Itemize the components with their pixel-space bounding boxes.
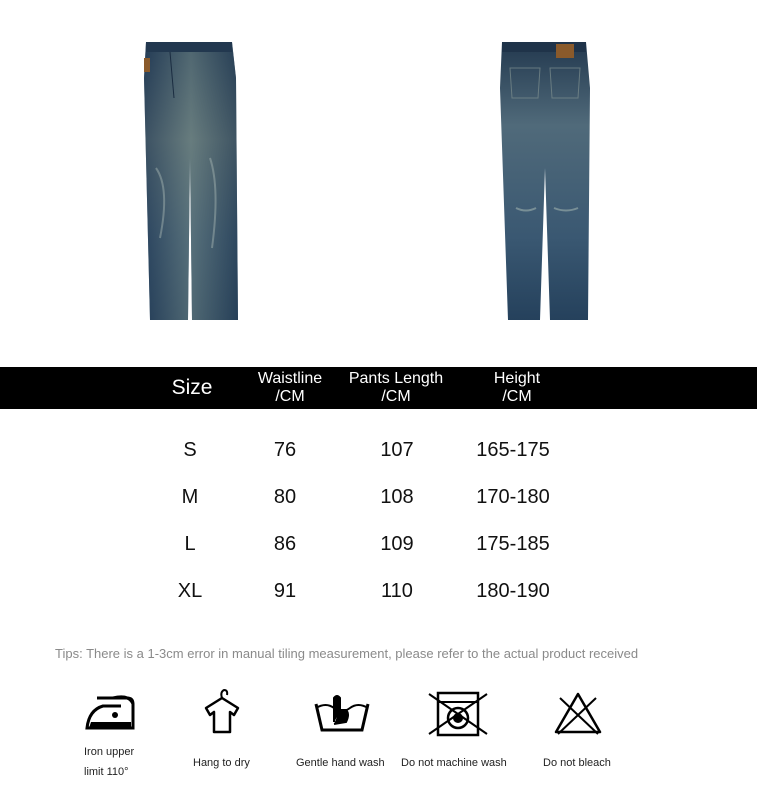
no-machine-wash-icon: [425, 690, 491, 738]
cell-pants-length: 107: [380, 439, 414, 461]
product-images: [0, 0, 757, 360]
iron-icon: [83, 692, 141, 736]
table-row: [0, 576, 757, 606]
cell-height: 165-175: [476, 439, 550, 461]
size-chart-header: [0, 367, 757, 409]
cell-size: L: [184, 533, 196, 555]
no-bleach-icon: [552, 690, 604, 736]
cell-waistline: 91: [273, 580, 297, 602]
care-label-iron-line1: Iron upper: [84, 746, 135, 758]
cell-pants-length: 110: [381, 580, 413, 602]
table-row: [0, 435, 757, 465]
care-label-no-machine-wash: Do not machine wash: [401, 757, 507, 769]
cell-height: 170-180: [476, 486, 550, 508]
header-waistline-unit: /CM: [275, 388, 305, 405]
measurement-tips: Tips: There is a 1-3cm error in manual tiling measurement, please refer to the actual product received: [55, 646, 639, 661]
header-size: Size: [171, 376, 213, 399]
care-label-iron-line2: limit 110°: [84, 766, 129, 778]
cell-pants-length: 108: [380, 486, 414, 508]
care-label-hand-wash: Gentle hand wash: [296, 757, 385, 769]
cell-size: S: [183, 439, 197, 461]
cell-size: M: [181, 486, 199, 508]
header-waistline-label: Waistline: [257, 370, 323, 387]
hand-wash-icon: [312, 690, 372, 736]
care-label-hang: Hang to dry: [193, 757, 250, 769]
header-height-unit: /CM: [502, 388, 532, 405]
header-pants-length-label: Pants Length: [348, 370, 444, 387]
cell-size: XL: [177, 580, 203, 602]
table-row: [0, 482, 757, 512]
header-height: [462, 367, 572, 409]
cell-height: 180-190: [476, 580, 550, 602]
header-pants-length: [340, 367, 452, 409]
cell-waistline: 76: [273, 439, 297, 461]
cell-waistline: 86: [273, 533, 297, 555]
cell-pants-length: 109: [380, 533, 414, 555]
care-label-no-bleach: Do not bleach: [543, 757, 611, 769]
hanger-shirt-icon: [200, 688, 244, 738]
cell-height: 175-185: [476, 533, 550, 555]
header-waistline: [240, 367, 340, 409]
jeans-back-image: [496, 38, 594, 322]
jeans-front-image: [140, 38, 240, 322]
header-height-label: Height: [493, 370, 541, 387]
table-row: [0, 529, 757, 559]
cell-waistline: 80: [273, 486, 297, 508]
header-pants-length-unit: /CM: [381, 388, 411, 405]
